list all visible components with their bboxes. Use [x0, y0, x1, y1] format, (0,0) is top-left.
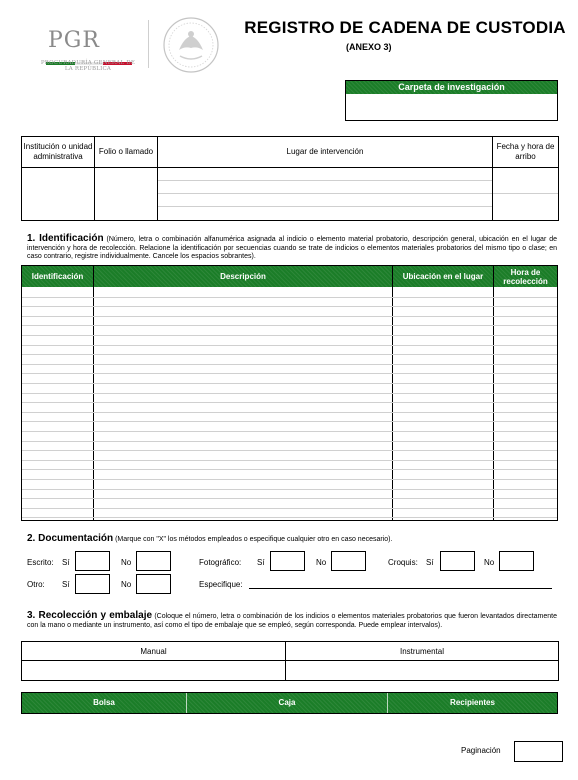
fecha-hora-field[interactable]: [493, 168, 559, 221]
escrito-si-checkbox[interactable]: [75, 551, 110, 571]
table-row[interactable]: [22, 479, 557, 480]
section-documentacion-title: 2. Documentación: [27, 533, 114, 544]
header-recipientes: Recipientes: [450, 698, 495, 707]
table-row[interactable]: [22, 306, 557, 307]
croquis-no-checkbox[interactable]: [499, 551, 534, 571]
otro-no-label: No: [121, 580, 132, 589]
section-documentacion-text: (Marque con "X" los métodos empleados o especifique cualquier otro en caso necesario).: [115, 536, 393, 543]
lugar-field[interactable]: [158, 168, 493, 221]
paginacion-field[interactable]: [514, 741, 563, 762]
instrumental-field[interactable]: [286, 661, 559, 681]
escrito-no-checkbox[interactable]: [136, 551, 171, 571]
table-row[interactable]: [22, 393, 557, 394]
otro-si-label: Sí: [62, 580, 70, 589]
carpeta-investigacion-label: Carpeta de investigación: [346, 81, 557, 94]
table-row[interactable]: [22, 412, 557, 413]
header-fecha-hora: Fecha y hora de arribo: [493, 137, 559, 168]
croquis-label: Croquis:: [388, 558, 418, 567]
table-row[interactable]: [22, 402, 557, 403]
table-row[interactable]: [22, 517, 557, 518]
section-recoleccion-text: (Coloque el número, letra o combinación de los indicios o elementos materiales probatorios que fueron levantados directamente con la mano o mediante un instrumento, así como el tipo de embalaje que se empleó, según corresponda. Puede emplear intervalos).: [27, 613, 557, 629]
table-row[interactable]: [22, 373, 557, 374]
paginacion-label: Paginación: [461, 746, 501, 755]
annex-label: (ANEXO 3): [346, 42, 392, 52]
document-title: REGISTRO DE CADENA DE CUSTODIA: [244, 18, 566, 37]
table-row[interactable]: [22, 489, 557, 490]
header-ubicacion: Ubicación en el lugar: [402, 272, 484, 281]
fotografico-no-label: No: [316, 558, 327, 567]
section-identificacion: [27, 235, 557, 262]
section-identificacion-title: 1. Identificación: [27, 233, 104, 244]
table-row[interactable]: [22, 364, 557, 365]
fotografico-si-label: Sí: [257, 558, 265, 567]
table-row[interactable]: [22, 441, 557, 442]
identification-table-header: [22, 266, 557, 287]
header-hora: Hora de recolección: [503, 267, 548, 286]
otro-label: Otro:: [27, 580, 45, 589]
croquis-si-checkbox[interactable]: [440, 551, 475, 571]
header-institucion: Institución o unidad administrativa: [22, 137, 95, 168]
section-recoleccion-title: 3. Recolección y embalaje: [27, 610, 153, 621]
manual-field[interactable]: [22, 661, 286, 681]
recoleccion-table: [21, 641, 559, 681]
identification-table: [21, 265, 558, 521]
table-row[interactable]: [22, 431, 557, 432]
header-identificacion: Identificación: [31, 272, 84, 281]
escrito-no-label: No: [121, 558, 132, 567]
especifique-field[interactable]: [249, 588, 552, 589]
table-row[interactable]: [22, 421, 557, 422]
pgr-logo-subtitle: PROCURADURÍA GENERAL DE LA REPÚBLICA: [40, 60, 136, 72]
section-identificacion-text: (Número, letra o combinación alfanumérica asignada al indicio o elemento material probatorio, descripción general, ubicación en el lugar de intervención y hora de recolección. Relacione la identificación por secuencias cuando se trate de indicios o elementos materiales probatorios del mismo tipo o clase; en caso contrario, registre individualmente. Cancele los espacios sobrantes).: [27, 236, 557, 260]
institucion-field[interactable]: [22, 168, 95, 221]
folio-field[interactable]: [95, 168, 158, 221]
otro-no-checkbox[interactable]: [136, 574, 171, 594]
table-row[interactable]: [22, 335, 557, 336]
section-documentacion: [27, 535, 557, 545]
header-descripcion: Descripción: [220, 272, 266, 281]
carpeta-investigacion-field[interactable]: [346, 94, 557, 120]
escrito-si-label: Sí: [62, 558, 70, 567]
escrito-label: Escrito:: [27, 558, 54, 567]
table-row[interactable]: [22, 316, 557, 317]
table-row[interactable]: [22, 498, 557, 499]
table-row[interactable]: [22, 508, 557, 509]
especifique-label: Especifique:: [199, 580, 243, 589]
intervention-table: [21, 136, 559, 221]
logo-divider: [148, 20, 149, 68]
table-row[interactable]: [22, 450, 557, 451]
croquis-si-label: Sí: [426, 558, 434, 567]
header-folio: Folio o llamado: [95, 137, 158, 168]
table-row[interactable]: [22, 325, 557, 326]
header-lugar: Lugar de intervención: [158, 137, 493, 168]
fotografico-label: Fotográfico:: [199, 558, 242, 567]
national-seal-icon: [162, 16, 220, 74]
table-row[interactable]: [22, 460, 557, 461]
header-instrumental: Instrumental: [286, 642, 559, 661]
header-manual: Manual: [22, 642, 286, 661]
table-row[interactable]: [22, 297, 557, 298]
fotografico-no-checkbox[interactable]: [331, 551, 366, 571]
header-caja: Caja: [278, 698, 296, 707]
croquis-no-label: No: [484, 558, 495, 567]
table-row[interactable]: [22, 383, 557, 384]
table-row[interactable]: [22, 354, 557, 355]
section-recoleccion: [27, 612, 557, 630]
fotografico-si-checkbox[interactable]: [270, 551, 305, 571]
table-row[interactable]: [22, 469, 557, 470]
carpeta-investigacion-box: [345, 80, 558, 121]
otro-si-checkbox[interactable]: [75, 574, 110, 594]
table-row[interactable]: [22, 345, 557, 346]
pgr-logo-stripe: [46, 52, 132, 55]
header-bolsa: Bolsa: [93, 698, 115, 707]
pgr-logo-text: PGR: [48, 28, 100, 53]
embalaje-header: [21, 692, 558, 714]
